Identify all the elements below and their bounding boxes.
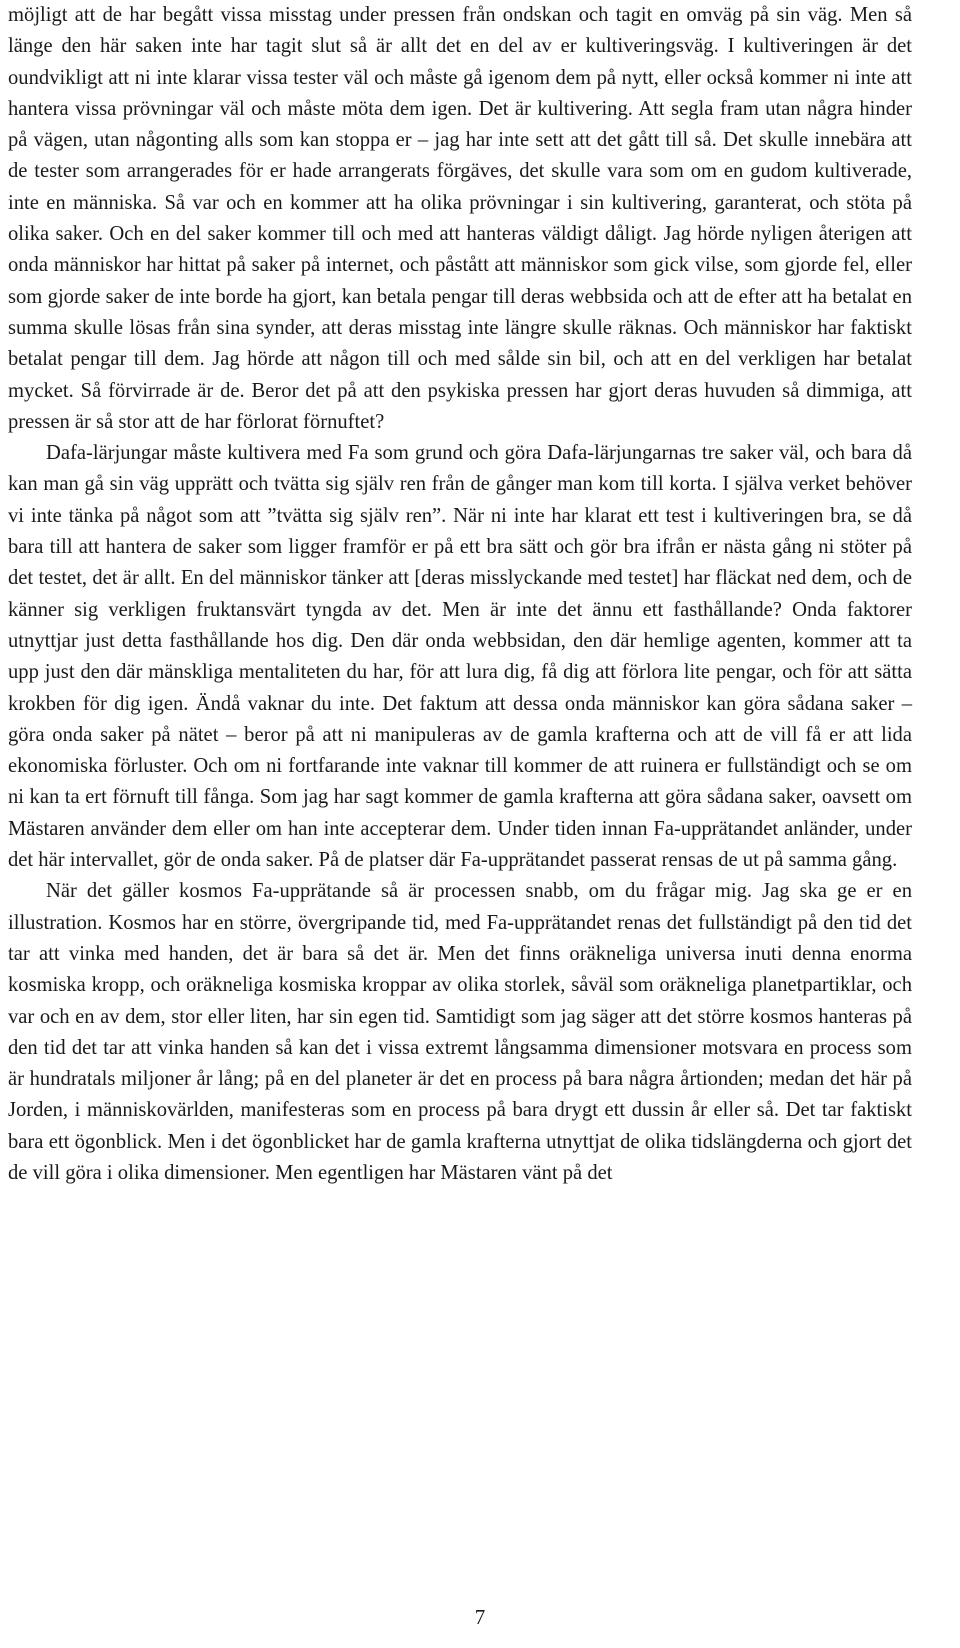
paragraph-continuation: möjligt att de har begått vissa misstag under pressen från ondskan och tagit en omväg på sin väg. Men så länge den här saken inte har tagit slut så är allt det en del av er kultiveringsväg. I kultiveringen är det oundvikligt att ni inte klarar vissa tester väl och måste gå igenom dem på nytt, eller också kommer ni inte att hantera vissa prövningar väl och måste möta dem igen. Det är kultivering. Att segla fram utan några hinder på vägen, utan någonting alls som kan stoppa er – jag har inte sett att det gått till så. Det skulle innebära att de tester som arrangerades för er hade arrangerats förgäves, det skulle vara som om en gudom kultiverade, inte en människa. Så var och en kommer att ha olika prövningar i sin kultivering, garanterat, och stöta på olika saker. Och en del saker kommer till och med att hanteras väldigt dåligt. Jag hörde nyligen återigen att onda människor har hittat på saker på internet, och påstått att människor som gick vilse, som gjorde fel, eller som gjorde saker de inte borde ha gjort, kan betala pengar till deras webbsida och att de efter att ha betalat en summa skulle lösas från sina synder, att deras misstag inte längre skulle räknas. Och människor har faktiskt betalat pengar till dem. Jag hörde att någon till och med sålde sin bil, och att en del verkligen har betalat mycket. Så förvirrade är de. Beror det på att den psykiska pressen har gjort deras huvuden så dimmiga, att pressen är så stor att de har förlorat förnuftet? [8,4,912,433]
paragraph-cosmos-fa-rectification: När det gäller kosmos Fa-upprätande så är processen snabb, om du frågar mig. Jag ska ge er en illustration. Kosmos har en större, övergripande tid, med Fa-upprätandet renas det fullständigt på den tid det tar att vinka med handen, det är bara så det är. Men det finns oräkneliga universa inuti denna enorma kosmiska kropp, och oräkneliga kosmiska kroppar av olika storlek, såväl som oräkneliga planetpartiklar, och var och en av dem, stor eller liten, har sin egen tid. Samtidigt som jag säger att det större kosmos hanteras på den tid det tar att vinka handen så kan det i vissa extremt långsamma dimensioner motsvara en process som är hundratals miljoner år lång; på en del planeter är det en process på bara några årtionden; medan det här på Jorden, i människovärlden, manifesteras som en process på bara drygt ett dussin år eller så. Det tar faktiskt bara ett ögonblick. Men i det ögonblicket har de gamla krafterna utnyttjat de olika tidslängderna och gjort det de vill göra i olika dimensioner. Men egentligen har Mästaren vänt på det [8,880,912,1184]
page-number: 7 [474,1605,486,1629]
body-text [8,0,912,1189]
paragraph-dafa-disciples: Dafa-lärjungar måste kultivera med Fa som grund och göra Dafa-lärjungarnas tre saker väl, och bara då kan man gå sin väg upprätt och tvätta sig själv ren från de gånger man kom till korta. I själva verket behöver vi inte tänka på något som att ”tvätta sig själv ren”. När ni inte har klarat ett test i kultiveringen bra, se då bara till att hantera de saker som ligger framför er på ett bra sätt och gör bra ifrån er nästa gång ni stöter på det testet, det är allt. En del människor tänker att [deras misslyckande med testet] har fläckat ned dem, och de känner sig verkligen fruktansvärt tyngda av det. Men är inte det ännu ett fasthållande? Onda faktorer utnyttjar just detta fasthållande hos dig. Den där onda webbsidan, den där hemlige agenten, kommer att ta upp just den där mänskliga mentaliteten du har, för att lura dig, få dig att förlora lite pengar, och för att sätta krokben för dig igen. Ändå vaknar du inte. Det faktum att dessa onda människor kan göra sådana saker – göra onda saker på nätet – beror på att ni manipuleras av de gamla krafterna och att de vill få er att lida ekonomiska förluster. Och om ni fortfarande inte vaknar till kommer de att ruinera er fullständigt och se om ni kan ta ert förnuft till fånga. Som jag har sagt kommer de gamla krafterna att göra sådana saker, oavsett om Mästaren använder dem eller om han inte accepterar dem. Under tiden innan Fa-upprätandet anländer, under det här intervallet, gör de onda saker. På de platser där Fa-upprätandet passerat rensas de ut på samma gång. [8,442,912,872]
